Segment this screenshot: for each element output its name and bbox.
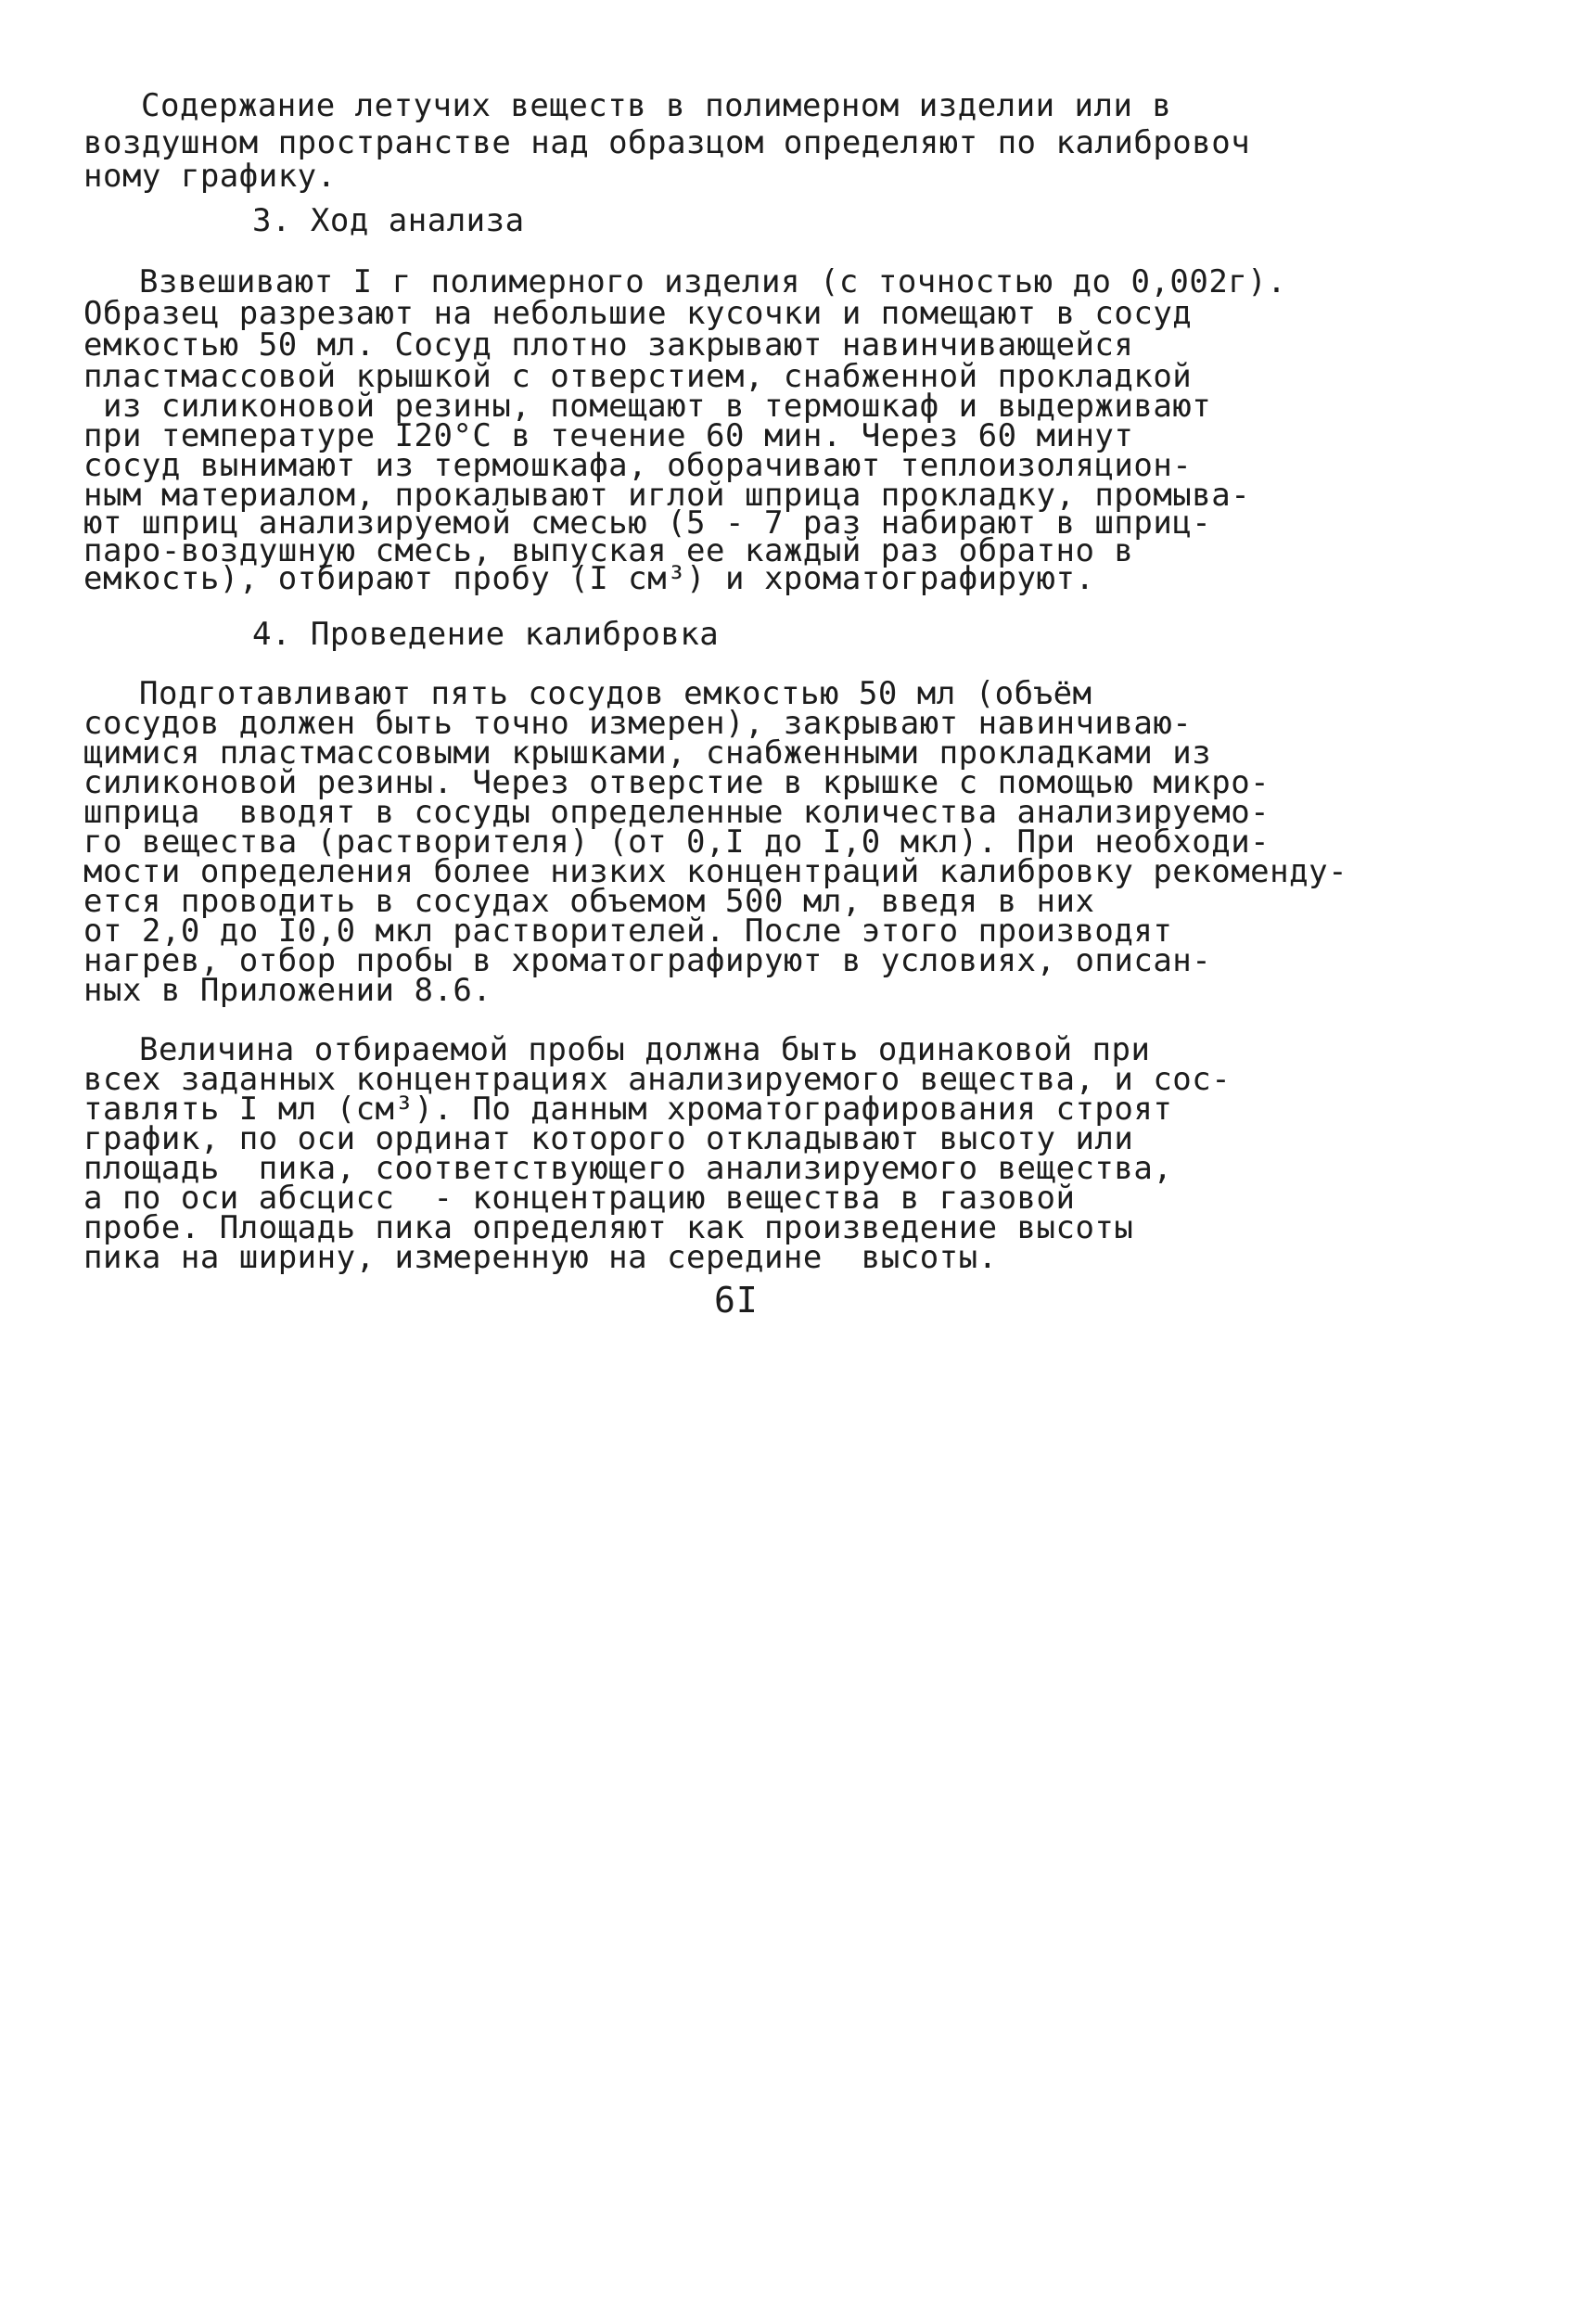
text-line: тавлять I мл (см³). По данным хроматографирования строят (83, 1091, 1173, 1128)
text-line: сосудов должен быть точно измерен), закрывают навинчиваю- (83, 705, 1193, 742)
text-line: нагрев, отбор пробы в хроматографируют в условиях, описан- (83, 942, 1212, 979)
text-line: площадь пика, соответствующего анализируемого вещества, (83, 1150, 1173, 1187)
text-line: ется проводить в сосудах объемом 500 мл, введя в них (83, 883, 1095, 920)
text-line: воздушном пространстве над образцом определяют по калибровоч (83, 124, 1251, 161)
text-line: при температуре I20°С в течение 60 мин. Через 60 минут (83, 417, 1134, 454)
text-line: силиконовой резины. Через отверстие в крышке с помощью микро- (83, 764, 1270, 801)
text-line: ных в Приложении 8.6. (83, 972, 492, 1009)
text-line: Взвешивают I г полимерного изделия (с точностью до 0,002г). (139, 263, 1287, 300)
text-line: Образец разрезают на небольшие кусочки и помещают в сосуд (83, 295, 1193, 332)
section-heading: 3. Ход анализа (252, 202, 525, 239)
text-line: ному графику. (83, 158, 337, 195)
text-line: всех заданных концентрациях анализируемого вещества, и сос- (83, 1061, 1232, 1098)
text-line: емкость), отбирают пробу (I см³) и хроматографируют. (83, 560, 1095, 597)
text-line: Подготавливают пять сосудов емкостью 50 мл (объём (139, 675, 1092, 712)
text-line: Величина отбираемой пробы должна быть одинаковой при (139, 1031, 1151, 1068)
text-line: щимися пластмассовыми крышками, снабженными прокладками из (83, 734, 1212, 772)
page-number: 6I (714, 1280, 759, 1321)
text-line: график, по оси ординат которого откладывают высоту или (83, 1120, 1134, 1157)
section-heading: 4. Проведение калибровка (252, 616, 720, 653)
text-line: сосуд вынимают из термошкафа, оборачивают теплоизоляцион- (83, 447, 1193, 484)
text-line: пластмассовой крышкой с отверстием, снабженной прокладкой (83, 358, 1193, 395)
text-line: Содержание летучих веществ в полимерном изделии или в (141, 87, 1172, 124)
text-line: пика на ширину, измеренную на середине высоты. (83, 1239, 998, 1276)
text-line: а по оси абсцисс - концентрацию вещества в газовой (83, 1180, 1076, 1217)
text-line: паро-воздушную смесь, выпуская ее каждый раз обратно в (83, 532, 1134, 569)
text-line: емкостью 50 мл. Сосуд плотно закрывают навинчивающейся (83, 326, 1134, 364)
text-line: пробе. Площадь пика определяют как произведение высоты (83, 1209, 1134, 1246)
text-line: ют шприц анализируемой смесью (5 - 7 раз набирают в шприц- (83, 504, 1212, 542)
text-line: го вещества (растворителя) (от 0,I до I,0 мкл). При необходи- (83, 823, 1270, 861)
text-line: ным материалом, прокалывают иглой шприца прокладку, промыва- (83, 477, 1251, 514)
text-line: из силиконовой резины, помещают в термошкаф и выдерживают (83, 388, 1212, 425)
text-line: мости определения более низких концентраций калибровку рекоменду- (83, 853, 1348, 890)
text-line: шприца вводят в сосуды определенные количества анализируемо- (83, 794, 1270, 831)
text-line: от 2,0 до I0,0 мкл растворителей. После этого производят (83, 913, 1173, 950)
